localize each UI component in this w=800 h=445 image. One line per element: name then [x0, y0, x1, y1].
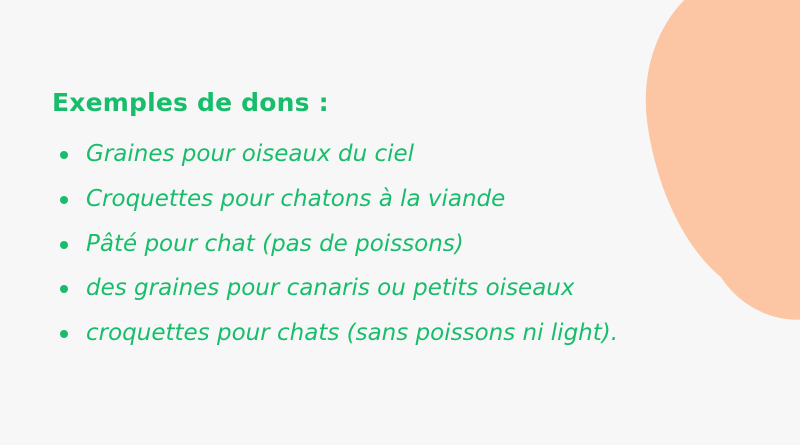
list-item-label: des graines pour canaris ou petits oiseaux [86, 275, 575, 302]
list-item [52, 185, 730, 214]
donation-examples-list [52, 140, 730, 348]
slide-content [52, 88, 730, 348]
bullet-dot-icon [60, 285, 68, 293]
list-item-label: croquettes pour chats (sans poissons ni light). [86, 320, 619, 346]
bullet-dot-icon [60, 330, 68, 338]
list-item-label: Pâté pour chat (pas de poissons) [86, 230, 464, 257]
list-item-label: Croquettes pour chatons à la viande [86, 185, 506, 212]
bullet-dot-icon [60, 151, 68, 159]
list-item [52, 140, 730, 169]
list-item [52, 274, 730, 303]
bullet-dot-icon [60, 241, 68, 249]
list-item-label: Graines pour oiseaux du ciel [86, 141, 415, 167]
list-item [52, 319, 730, 348]
bullet-dot-icon [60, 196, 68, 204]
page-title: Exemples de dons : [52, 88, 329, 117]
list-item [52, 230, 730, 259]
